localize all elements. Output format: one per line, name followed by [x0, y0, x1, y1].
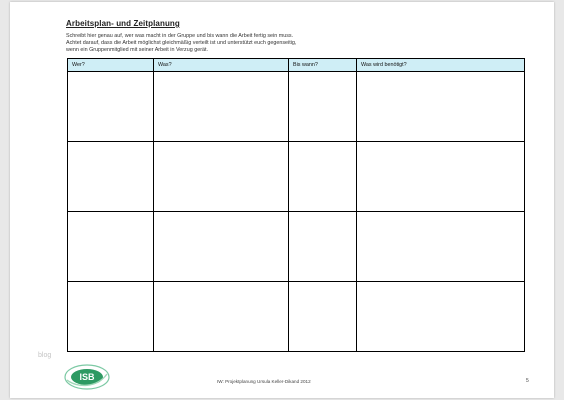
table-cell[interactable]	[289, 142, 357, 212]
table-cell[interactable]	[68, 142, 154, 212]
isb-logo-icon	[63, 362, 111, 392]
footer-text: IW: Projektplanung Ursula Keller-Dikand 2012	[217, 379, 311, 384]
page-number: 5	[526, 378, 529, 384]
svg-text:ISB: ISB	[79, 372, 95, 382]
header-until-when: Bis wann?	[289, 59, 357, 72]
intro-text	[66, 33, 526, 54]
intro-line: Achtet darauf, dass die Arbeit möglichst gleichmäßig verteilt ist und unterstützt euch gegenseitig,	[66, 40, 297, 46]
table-cell[interactable]	[68, 212, 154, 282]
table-row	[68, 212, 525, 282]
work-plan-table	[67, 58, 525, 352]
header-what: Was?	[154, 59, 289, 72]
table-cell[interactable]	[154, 212, 289, 282]
table-header-row	[68, 59, 525, 72]
table-cell[interactable]	[357, 72, 525, 142]
header-what-needed: Was wird benötigt?	[357, 59, 525, 72]
intro-line: Schreibt hier genau auf, wer was macht in der Gruppe und bis wann die Arbeit fertig sein muss.	[66, 33, 294, 39]
table-cell[interactable]	[357, 282, 525, 352]
table-cell[interactable]	[289, 72, 357, 142]
document-title: Arbeitsplan- und Zeitplanung	[66, 19, 180, 28]
table-cell[interactable]	[154, 142, 289, 212]
table-cell[interactable]	[154, 282, 289, 352]
table-cell[interactable]	[289, 282, 357, 352]
table-cell[interactable]	[357, 212, 525, 282]
intro-line: wenn ein Gruppenmitglied mit seiner Arbeit in Verzug gerät.	[66, 47, 209, 53]
table-row	[68, 142, 525, 212]
document-page	[10, 2, 554, 398]
header-who: Wer?	[68, 59, 154, 72]
table-cell[interactable]	[68, 282, 154, 352]
watermark: blog	[38, 352, 52, 359]
table-cell[interactable]	[357, 142, 525, 212]
table-cell[interactable]	[154, 72, 289, 142]
table-cell[interactable]	[68, 72, 154, 142]
table-row	[68, 72, 525, 142]
table-row	[68, 282, 525, 352]
table-cell[interactable]	[289, 212, 357, 282]
